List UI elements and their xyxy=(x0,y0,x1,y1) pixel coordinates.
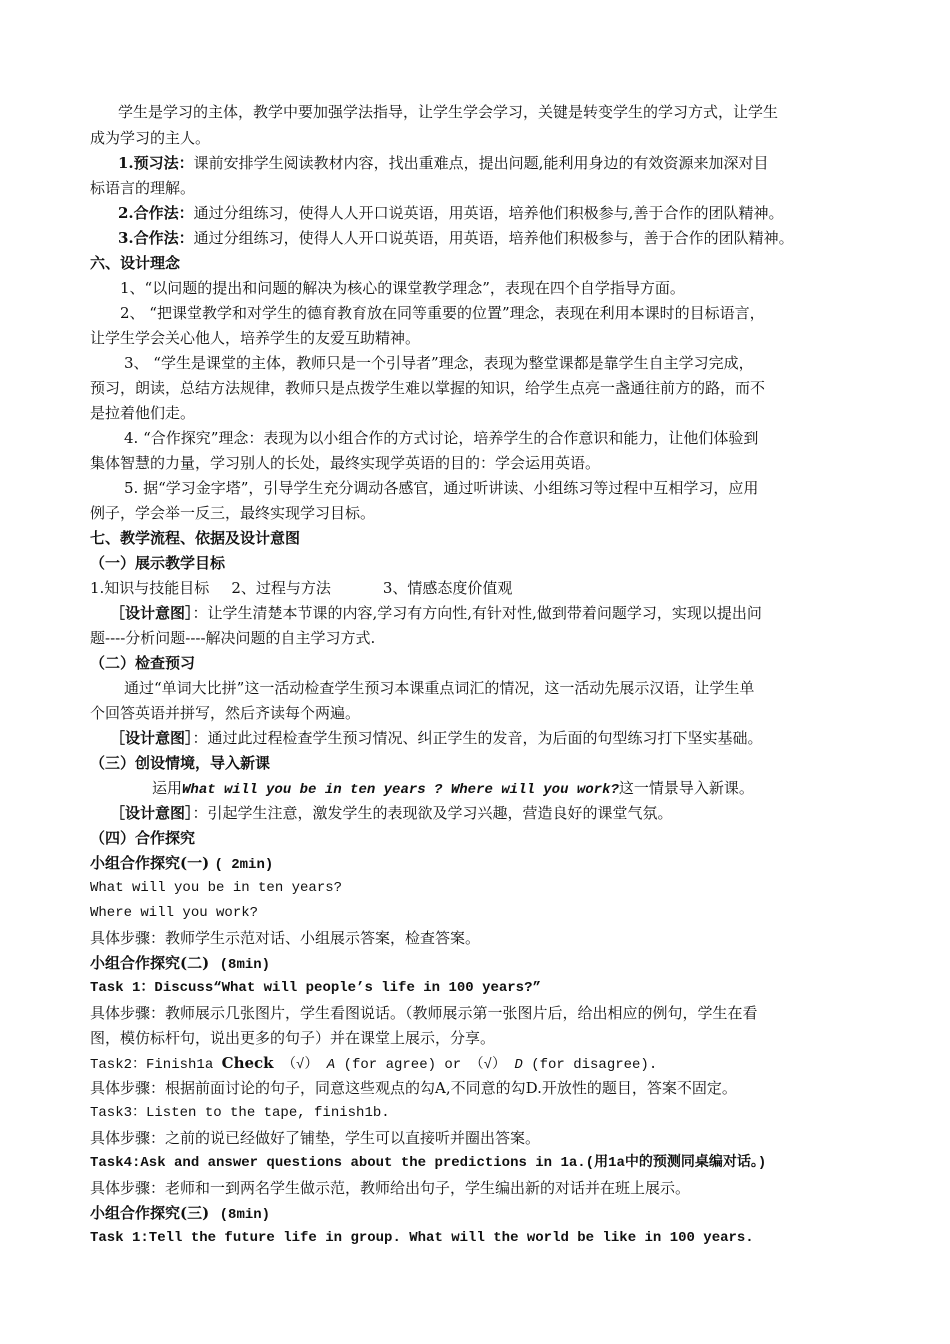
task-1 xyxy=(90,978,541,1000)
intro-english: What will you be in ten years ? Where will you work? xyxy=(182,782,619,798)
method-1 xyxy=(118,153,768,175)
task-1: Task 1:Tell the future life in group. What will the world be like in 100 years. xyxy=(90,1230,754,1246)
section-7-heading: 七、教学流程、依据及设计意图 xyxy=(90,529,301,547)
idea-3: 3、 “学生是课堂的主体，教师只是一个引导者”理念，表现为整堂课都是靠学生自主学习完成， xyxy=(124,354,754,372)
task-text: (for agree) or （√） xyxy=(343,1057,506,1073)
design-intent xyxy=(110,803,673,825)
steps-cont: 图，模仿标杆句，说出更多的句子）并在课堂上展示，分享。 xyxy=(90,1029,496,1047)
task-label: Task 1： xyxy=(90,980,155,996)
group-title xyxy=(90,953,270,975)
steps: 具体步骤：之前的说已经做好了铺垫，学生可以直接听并圈出答案。 xyxy=(90,1129,541,1147)
question: Where will you work? xyxy=(90,905,259,921)
tick-mark: （√） xyxy=(281,1057,319,1073)
group-title xyxy=(90,1203,270,1225)
group-title xyxy=(90,853,273,875)
idea-3-cont: 是拉着他们走。 xyxy=(90,404,196,422)
steps: 具体步骤：教师学生示范对话、小组展示答案，检查答案。 xyxy=(90,929,481,947)
intent-text: ：引起学生注意，激发学生的表现欲及学习兴趣，营造良好的课堂气氛。 xyxy=(192,804,673,822)
idea-4: 4. “合作探究”理念：表现为以小组合作的方式讨论，培养学生的合作意识和能力，让他们体验到 xyxy=(124,429,759,447)
task-check-word: Check xyxy=(221,1054,274,1072)
method-text: 课前安排学生阅读教材内容，找出重难点，提出问题,能利用身边的有效资源来加深对目 xyxy=(193,154,769,172)
question: What will you be in ten years? xyxy=(90,880,343,896)
task-4: Task4:Ask and answer questions about the predictions in 1a.(用1a中的预测同桌编对话。) xyxy=(90,1155,767,1171)
group-time: (8min) xyxy=(219,957,271,973)
steps: 具体步骤：教师展示几张图片，学生看图说话。（教师展示第一张图片后，给出相应的例句，学生在看 xyxy=(90,1004,758,1022)
intent-text: ：通过此过程检查学生预习情况、纠正学生的发音，为后面的句型练习打下坚实基础。 xyxy=(192,729,763,747)
method-1-cont: 标语言的理解。 xyxy=(90,179,196,197)
steps: 具体步骤：老师和一到两名学生做示范，教师给出句子，学生编出新的对话并在班上展示。 xyxy=(90,1179,691,1197)
goals-line xyxy=(90,578,512,600)
subsection-heading: （三）创设情境，导入新课 xyxy=(90,754,271,772)
idea-2-cont: 让学生学会关心他人，培养学生的友爱互助精神。 xyxy=(90,329,421,347)
option-a: A xyxy=(326,1057,336,1073)
paragraph-line: 个回答英语并拼写，然后齐读每个两遍。 xyxy=(90,704,361,722)
intro-post: 这一情景导入新课。 xyxy=(618,779,754,797)
design-intent xyxy=(110,728,763,750)
task-text: (for disagree). xyxy=(531,1057,658,1073)
paragraph-line: 学生是学习的主体，教学中要加强学法指导，让学生学会学习，关键是转变学生的学习方式，让学生 xyxy=(118,103,779,121)
paragraph-line: 成为学习的主人。 xyxy=(90,129,211,147)
paragraph-line: 通过“单词大比拼”这一活动检查学生预习本课重点词汇的情况，这一活动先展示汉语，让学生单 xyxy=(124,679,755,697)
option-d: D xyxy=(514,1057,523,1073)
group-time: (8min) xyxy=(219,1207,271,1223)
goal: 1.知识与技能目标 xyxy=(90,579,210,597)
intent-label: ［设计意图］ xyxy=(110,604,193,622)
group-title-text: 小组合作探究(三) xyxy=(90,1204,210,1222)
method-label: 3.合作法： xyxy=(118,229,194,247)
subsection-heading: （一）展示教学目标 xyxy=(90,554,226,572)
section-6-heading: 六、设计理念 xyxy=(90,254,181,272)
intent-label: ［设计意图］ xyxy=(110,729,193,747)
group-time: ( 2min) xyxy=(214,857,274,873)
idea-2: 2、 “把课堂教学和对学生的德育教育放在同等重要的位置”理念，表现在利用本课时的目标语言， xyxy=(120,304,765,322)
task-3: Task3：Listen to the tape, finish1b. xyxy=(90,1105,390,1121)
method-3 xyxy=(118,228,794,250)
method-text: 通过分组练习，使得人人开口说英语，用英语，培养他们积极参与,善于合作的团队精神。 xyxy=(193,204,784,222)
intent-label: ［设计意图］ xyxy=(110,804,193,822)
group-title-text: 小组合作探究(二) xyxy=(90,954,210,972)
subsection-heading: （二）检查预习 xyxy=(90,654,196,672)
idea-3-cont: 预习，朗读，总结方法规律，教师只是点拨学生难以掌握的知识，给学生点亮一盏通往前方的路，而不 xyxy=(90,379,766,397)
idea-4-cont: 集体智慧的力量，学习别人的长处，最终实现学英语的目的：学会运用英语。 xyxy=(90,454,601,472)
intro-line xyxy=(152,778,754,800)
steps: 具体步骤：根据前面讨论的句子，同意这些观点的勾A,不同意的勾D.开放性的题目，答案不固定。 xyxy=(90,1079,737,1097)
method-label: 2.合作法： xyxy=(118,204,194,222)
task-text: Discuss“What will people’s life in 100 years?” xyxy=(154,980,541,996)
subsection-heading: （四）合作探究 xyxy=(90,829,196,847)
group-title-text: 小组合作探究(一) xyxy=(90,854,210,872)
task-text: Task2：Finish1a xyxy=(90,1057,214,1073)
idea-5: 5. 据“学习金字塔”，引导学生充分调动各感官，通过听讲读、小组练习等过程中互相学习，应用 xyxy=(124,479,759,497)
method-text: 通过分组练习，使得人人开口说英语，用英语，培养他们积极参与，善于合作的团队精神。 xyxy=(193,229,794,247)
method-label: 1.预习法： xyxy=(118,154,194,172)
idea-1: 1、“以问题的提出和问题的解决为核心的课堂教学理念”，表现在四个自学指导方面。 xyxy=(120,279,685,297)
task-2 xyxy=(90,1053,657,1075)
goal: 3、情感态度价值观 xyxy=(382,579,513,597)
goal: 2、过程与方法 xyxy=(231,579,331,597)
intent-cont: 题----分析问题----解决问题的自主学习方式. xyxy=(90,629,376,647)
intent-text: ：让学生清楚本节课的内容,学习有方向性,有针对性,做到带着问题学习，实现以提出问 xyxy=(192,604,762,622)
design-intent xyxy=(110,603,762,625)
method-2 xyxy=(118,203,783,225)
idea-5-cont: 例子，学会举一反三，最终实现学习目标。 xyxy=(90,504,376,522)
intro-pre: 运用 xyxy=(152,779,183,797)
